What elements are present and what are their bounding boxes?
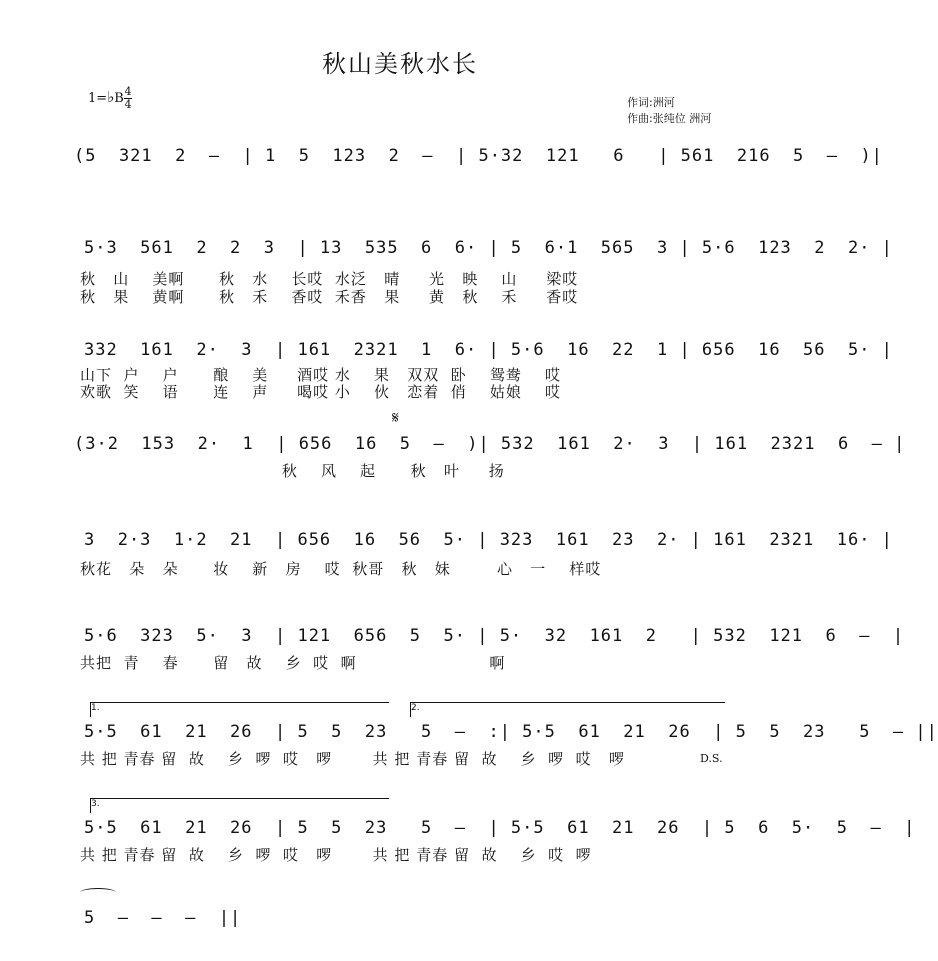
score-line-3 [0, 340, 893, 401]
lyrics-verse-1: 山下 户 户 酿 美 酒哎 水 果 双双 卧 鸳鸯 哎 [80, 366, 561, 384]
lyrics-verse-2: 欢歌 笑 语 连 声 喝哎 小 伙 恋着 俏 姑娘 哎 [80, 383, 561, 401]
lyrics-verse-1: 共 把 青春 留 故 乡 啰 哎 啰 共 把 青春 留 故 乡 啰 哎 啰 [80, 750, 625, 768]
notes: 5 – – – || [84, 908, 242, 928]
tie-arc [80, 888, 116, 897]
notes: 5·5 61 21 26 | 5 5 23 5 – | 5·5 61 21 26 | 5 6 5· 5 – | [84, 818, 916, 838]
key-prefix: 1= [88, 91, 108, 106]
volta-bracket-3: 3. [90, 798, 389, 813]
notes: 3 2·3 1·2 21 | 656 16 56 5· | 323 161 23 2· | 161 2321 16· | [84, 530, 893, 550]
flat-sign: ♭ [107, 88, 115, 106]
score-line-1 [0, 146, 883, 186]
score-line-2 [0, 238, 893, 306]
lyrics-verse-1: 秋花 朵 朵 妆 新 房 哎 秋哥 秋 妹 心 一 样哎 [80, 560, 602, 578]
time-bottom: 4 [124, 98, 132, 111]
lyrics-verse-1: 共把 青 春 留 故 乡 哎 啊 啊 [80, 654, 506, 672]
key-note: B [114, 91, 124, 106]
dal-segno-marking: D.S. [700, 752, 723, 765]
score-line-8 [0, 818, 916, 864]
composer-credit: 作曲:张纯位 洲河 [627, 112, 712, 125]
segno-sign: 𝄋 [392, 408, 399, 427]
lyricist-credit: 作词:洲河 [627, 96, 675, 109]
lyrics-verse-1: 共 把 青春 留 故 乡 啰 哎 啰 共 把 青春 留 故 乡 哎 啰 [80, 846, 592, 864]
score-line-6 [0, 626, 905, 672]
notes: 5·3 561 2 2 3 | 13 535 6 6· | 5 6·1 565 3 | 5·6 123 2 2· | [84, 238, 893, 258]
score-line-9 [0, 908, 800, 948]
notes: (5 321 2 – | 1 5 123 2 – | 5·32 121 6 | 561 216 5 – )| [74, 146, 883, 166]
score-line-4 [0, 408, 906, 480]
lyrics-verse-2: 秋 果 黄啊 秋 禾 香哎 禾香 果 黄 秋 禾 香哎 [80, 288, 579, 306]
lyrics-verse-1: 秋 风 起 秋 叶 扬 [80, 462, 505, 480]
lyrics-verse-1: 秋 山 美啊 秋 水 长哎 水泛 晴 光 映 山 梁哎 [80, 270, 579, 288]
notes: (3·2 153 2· 1 | 656 16 5 – )| 532 161 2· 3 | 161 2321 6 – | [74, 434, 906, 454]
notes: 332 161 2· 3 | 161 2321 1 6· | 5·6 16 22 1 | 656 16 56 5· | [84, 340, 893, 360]
notes: 5·5 61 21 26 | 5 5 23 5 – :| 5·5 61 21 26 | 5 5 23 5 – || [84, 722, 938, 742]
volta-bracket-2: 2. [410, 702, 725, 717]
page-title: 秋山美秋水长 [322, 50, 478, 78]
time-top: 4 [124, 85, 132, 98]
time-signature [124, 86, 132, 111]
score-line-7 [0, 722, 938, 768]
volta-bracket-1: 1. [90, 702, 389, 717]
notes: 5·6 323 5· 3 | 121 656 5 5· | 5· 32 161 2 | 532 121 6 – | [84, 626, 905, 646]
score-line-5 [0, 530, 893, 578]
key-signature [88, 88, 124, 106]
